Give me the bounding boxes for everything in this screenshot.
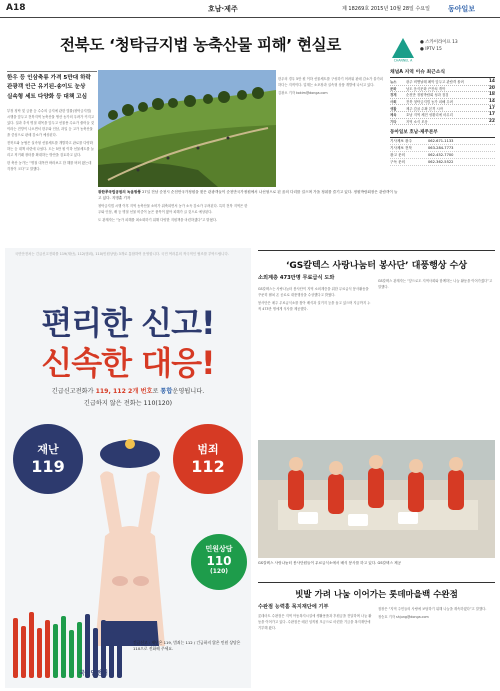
story2-body-left: [258, 286, 372, 436]
channel-line: ● 스카이라이프 13: [420, 40, 458, 45]
svg-text:CHANNEL A: CHANNEL A: [393, 58, 413, 62]
ad-top-text: 국민안전처는 긴급신고전화를 119(재난), 112(범죄), 110(민원상담) 3개로 통합하여 운영합니다. 국민 여러분의 적극적인 협조를 부탁드립니다.: [15, 252, 229, 256]
paragraph: 롯데마트 수완점은 지역 아동복지시설에 생활용품과 후원금을 전달하며 나눔 활동을 이어가고 있다. 수완점은 매년 임직원 모금으로 마련한 기금을 복지재단에 기부해 왔다.: [258, 614, 372, 630]
paragraph: 도 관계자는 “농가 피해를 최소화하기 위해 다양한 지원책을 마련하겠다”고 밝혔다.: [98, 218, 217, 222]
story2-subhead: 소외계층 473만명 무료급식 도와: [258, 275, 335, 281]
paragraph: 정승호 기자 shjung@donga.com: [378, 615, 429, 619]
caption-title: 광한루국립공원의 녹음방풍: [98, 190, 141, 194]
channel-list: [420, 40, 458, 53]
channel-a-logo: [390, 36, 416, 62]
subhead: 관광객 인근 유기된-송이도 눈상: [7, 84, 86, 91]
paragraph: GS칼텍스 관계자는 “앞으로도 지역사회와 함께하는 나눔 활동을 이어가겠다”고 말했다.: [378, 279, 493, 289]
masthead: [0, 0, 500, 18]
paragraph: 전북도와 농협은 실속형 선물세트를 개발하고 판로를 다양화하는 등 대책 마련에 나섰다. 도는 5만 원 이하 선물세트를 늘리고 직거래 장터를 확대하는 방안을 검토하고 있다.: [7, 141, 94, 157]
ad-footnote: 긴급신고 : 재난은 119, 범죄는 112 / 긴급하지 않은 민원 상담은 110으로 전화해 주세요.: [133, 640, 241, 651]
paragraph: 한우의 경우 5만 원 이하 선물세트를 구성하기 어려워 판매 감소가 불가피하다는 지적이다. 업계는 소포장과 실속형 상품 개발에 나서고 있다.: [278, 77, 383, 87]
toc-row: 문화 남도 음식문화 큰잔치 개막 20: [390, 85, 495, 91]
emergency-call-ad: [5, 248, 251, 688]
disaster-119-circle: 재난 119: [13, 424, 83, 494]
story2-headline: ‘GS칼텍스 사랑나눔터 봉사단’ 대풍행상 수상: [258, 250, 495, 271]
crime-112-circle: 범죄 112: [173, 424, 243, 494]
bureau-title: 동아일보 호남·제주본부: [390, 129, 495, 138]
table-of-contents: [390, 68, 495, 166]
ad-line-2: 긴급하지 않은 전화는 110(120): [83, 400, 173, 407]
paragraph: 청탁금지법 시행 이후 지역 농축산물 소비가 위축되면서 농가 소득 감소가 우려된다. 특히 전북 지역은 한우와 인삼, 배 등 명절 선물 비중이 높은 품목이 많아 피해가 클 것으로 예상된다.: [98, 204, 248, 214]
section-name: 호남·제주: [208, 5, 238, 13]
subhead: 한우 등 인삼축류 가격 5만대 하락: [7, 75, 91, 81]
channel-box: [390, 36, 495, 196]
toc-row: 생활 제주 감귤 수확 본격 시작 17: [390, 105, 495, 111]
story3-body-right: [378, 606, 495, 689]
toc-row: 사회 전북 청탁금지법 농가 피해 우려 14: [390, 99, 495, 105]
story3-headline: 빗발 가려 나눔 이어가는 롯데마을백 수완점: [258, 582, 495, 600]
caption-text: 27일 전남 순천시 순천만국가정원을 찾은 관광객들이 순천만국가정원에서 나선형으로 된 꿈의 다리를 걸으며 가을 정취를 즐기고 있다. 정원박람회장은 관람객이 늘고 있다. 지명훈 기자: [98, 190, 398, 200]
toc-row: 뉴스 광주 비엔날레 폐막 앞두고 관람객 몰려 14: [390, 79, 495, 85]
civil-110-circle: 민원상담 110 (120): [191, 534, 247, 590]
toc-row: 기타 지역 소식 모음 22: [390, 118, 495, 124]
story3-body-left: [258, 613, 372, 689]
bureau-row: 기사제보 전북 063-284-7773: [390, 145, 495, 152]
top-body-left: [7, 108, 95, 240]
paragraph: GS칼텍스는 사랑나눔터 봉사단이 지역 소외계층을 위한 무료급식 봉사활동을 꾸준히 펼쳐 온 공로로 대풍행상을 수상했다고 밝혔다.: [258, 287, 369, 297]
ad-headline-2: 신속한 대응!: [41, 344, 215, 382]
story3-subhead: 수완점 능력홈 목지재단에 기부: [258, 604, 329, 610]
top-subheads: [7, 74, 97, 102]
paragraph: 부정 청탁 및 금품 등 수수의 금지에 관한 법률(청탁금지법) 시행을 앞두고 전북지역 농축산물 생산 농가의 우려가 커지고 있다. 설과 추석 명절 대목을 앞두고 선물용 수요가 줄어들 것이라는 전망이 나오면서 한우와 인삼, 과일 등 고가 농축산물을 중심으로 판매 감소가 예상된다.: [7, 109, 94, 137]
paragraph: 김광오 기자 kokim@donga.com: [278, 91, 328, 95]
bureau-row: 광고 문의 062-452-7700: [390, 152, 495, 159]
paragraph: 봉사단은 매주 무료급식소를 찾아 배식과 설거지 등을 돕고 있으며 지금까지 누적 473만 명에게 식사를 제공했다.: [258, 301, 371, 311]
paragraph: 한 축산 농가는 “명절 대목만 바라보고 한 해를 버텨 왔는데 걱정이 크다”고 말했다.: [7, 161, 92, 171]
volunteer-photo: [258, 440, 495, 558]
bureau-row: 기사제보 광주 062-671-1133: [390, 138, 495, 145]
toc-title: 채널A 지역 이슈 최근소식: [390, 68, 495, 78]
page-number: A18: [6, 3, 26, 13]
paper-name: 동아일보: [448, 5, 476, 13]
ad-headline-1: 편리한 신고!: [41, 304, 215, 342]
toc-row: 체육 호남 지역 체전 성황리에 마무리 17: [390, 112, 495, 118]
divider: [7, 71, 97, 72]
top-headline: 전북도 ‘청탁금지법 농축산물 피해’ 현실로: [60, 36, 342, 54]
subhead: 실속형 세트 다양화 등 대책 고심: [7, 93, 87, 100]
top-body-mid: [98, 203, 248, 241]
top-body-right: [278, 76, 383, 241]
ad-line-1: 긴급신고전화가 119, 112 2개 번호로 통합운영됩니다.: [51, 388, 205, 395]
story2-body-right: [378, 278, 495, 436]
issue-info: 제 18269호 2015년 10월 28일 수요일: [342, 6, 430, 12]
photo-caption: GS칼텍스 사랑나눔터 봉사단원들이 무료급식소에서 배식 봉사를 하고 있다. GS칼텍스 제공: [258, 561, 402, 565]
bureau-row: 구독 문의 062-362-5522: [390, 159, 495, 166]
park-photo: [98, 70, 276, 187]
ministry-logo: [79, 668, 108, 677]
channel-line: ● IPTV 15: [420, 46, 442, 52]
ministry-logo-text: 국민안전처: [79, 670, 108, 677]
toc-row: 경제 순천만 정원박람회 성과 점검 18: [390, 92, 495, 98]
paragraph: 점장은 “지역 주민들의 사랑에 보답하기 위해 나눔을 계속하겠다”고 말했다.: [378, 607, 487, 611]
